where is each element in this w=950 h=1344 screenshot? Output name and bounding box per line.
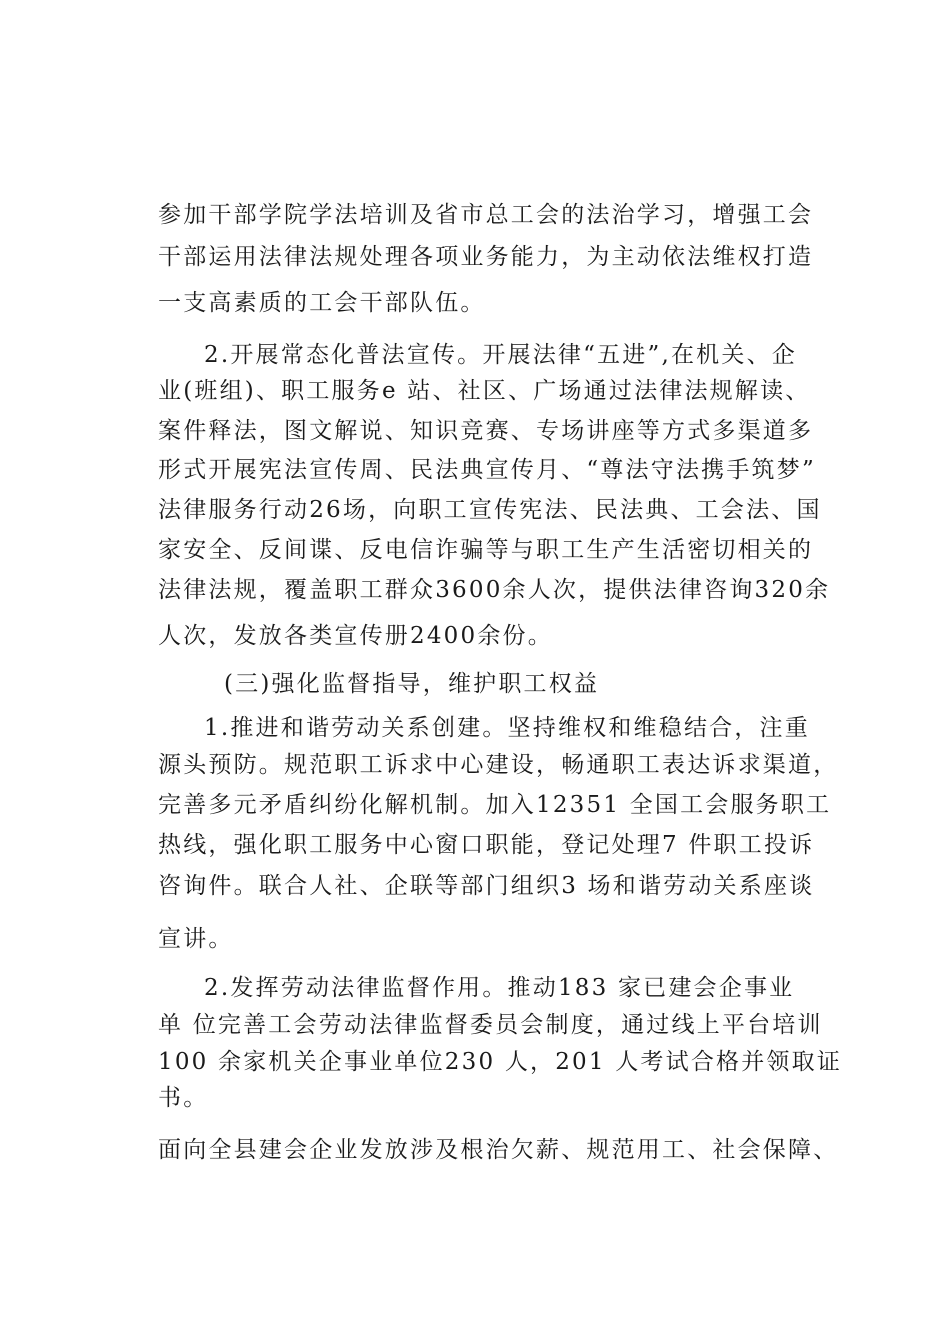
text-line: 2.开展常态化普法宣传。开展法律“五进”,在机关、企 (204, 342, 797, 368)
text-line: 单 位完善工会劳动法律监督委员会制度，通过线上平台培训 (158, 1012, 823, 1038)
text-line: 咨询件。联合人社、企联等部门组织3 场和谐劳动关系座谈 (158, 873, 815, 899)
text-line: 干部运用法律法规处理各项业务能力，为主动依法维权打造 (158, 244, 814, 270)
text-line: 面向全县建会企业发放涉及根治欠薪、规范用工、社会保障、 (158, 1137, 839, 1163)
text-line: 1.推进和谐劳动关系创建。坚持维权和维稳结合，注重 (204, 715, 810, 741)
text-line: 法律法规，覆盖职工群众3600余人次，提供法律咨询320余 (158, 577, 831, 603)
text-line: 家安全、反间谍、反电信诈骗等与职工生产生活密切相关的 (158, 537, 814, 563)
text-line: 案件释法，图文解说、知识竞赛、专场讲座等方式多渠道多 (158, 418, 814, 444)
text-line: 100 余家机关企事业单位230 人，201 人考试合格并领取证 (158, 1049, 843, 1075)
text-line: 热线，强化职工服务中心窗口职能，登记处理7 件职工投诉 (158, 832, 815, 858)
text-line: 形式开展宪法宣传周、民法典宣传月、“尊法守法携手筑梦” (158, 457, 816, 483)
text-line: 源头预防。规范职工诉求中心建设，畅通职工表达诉求渠道， (158, 752, 839, 778)
text-line: 完善多元矛盾纠纷化解机制。加入12351 全国工会服务职工 (158, 792, 832, 818)
text-line: 参加干部学院学法培训及省市总工会的法治学习，增强工会 (158, 202, 814, 228)
text-line: 书。 (158, 1085, 209, 1111)
text-line: 法律服务行动26场，向职工宣传宪法、民法典、工会法、国 (158, 497, 822, 523)
text-line: 宣讲。 (158, 926, 234, 952)
section-heading: (三)强化监督指导，维护职工权益 (224, 671, 600, 697)
text-line: 2.发挥劳动法律监督作用。推动183 家已建会企事业 (204, 975, 795, 1001)
text-line: 人次，发放各类宣传册2400余份。 (158, 623, 553, 649)
text-line: 业(班组)、职工服务e 站、社区、广场通过法律法规解读、 (158, 378, 811, 404)
text-line: 一支高素质的工会干部队伍。 (158, 290, 486, 316)
